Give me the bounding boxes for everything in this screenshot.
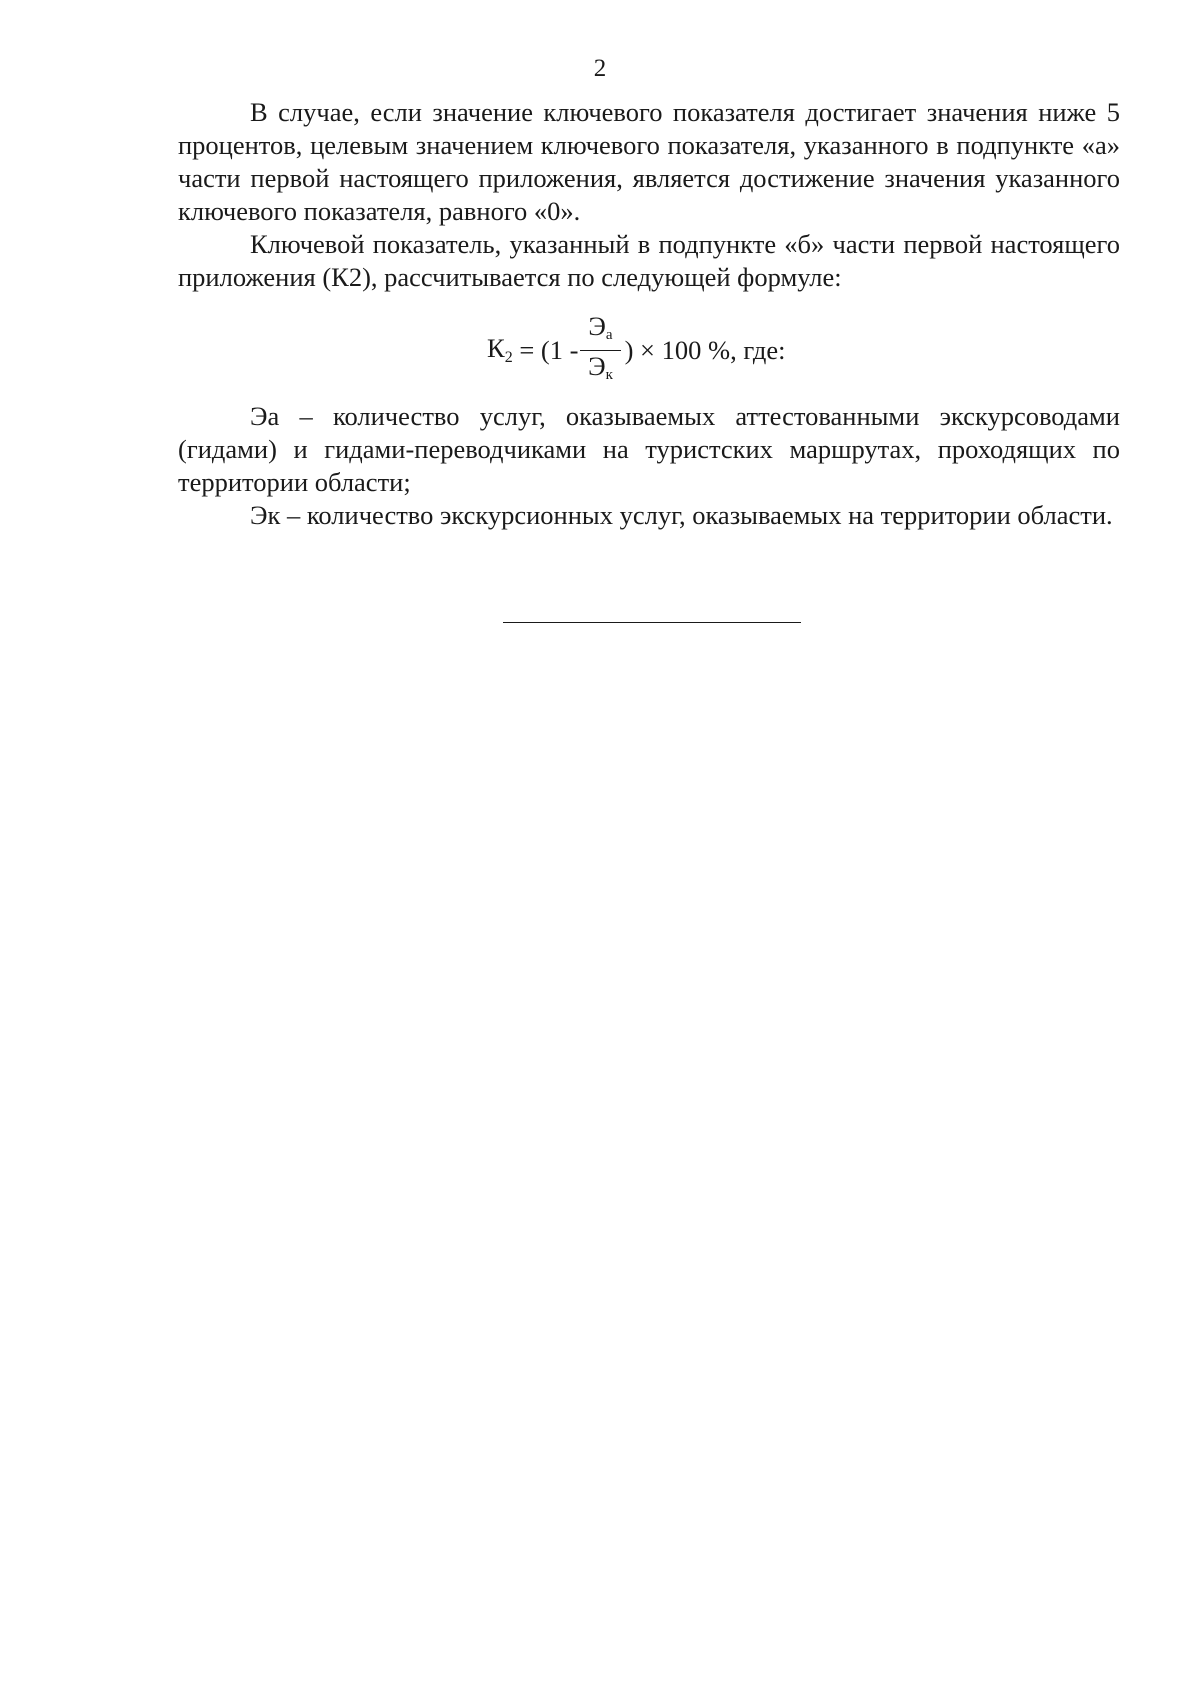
k2-formula [487,310,786,383]
formula-lhs: $К_2$ [487,333,513,366]
formula-fraction [580,312,620,389]
closing-divider [503,622,801,623]
page-number: 2 [593,55,607,82]
legend-item-ek: Эк – количество экскурсионных услуг, оказываемых на территории области. [250,500,1113,530]
document-body [178,96,1120,294]
legend-item-ea: Эа – количество услуг, оказываемых аттестованными экскурсоводами (гидами) и гидами-переводчиками на туристских маршрутах, проходящих по территории области; [178,401,1120,497]
formula-tail: ) × 100 %, где: [624,334,786,365]
paragraph-threshold: В случае, если значение ключевого показателя достигает значения ниже 5 процентов, целевым значением ключевого показателя, указанного в подпункте «а» части первой настоящего приложения, является достижение значения указанного ключевого показателя, равного «0». [178,97,1120,226]
fraction-denominator: $Э_к$ [588,350,613,383]
formula-legend [178,400,1120,532]
formula-equals-open: = (1 - [512,334,579,365]
paragraph-k2-intro: Ключевой показатель, указанный в подпункте «б» части первой настоящего приложения (К2), рассчитывается по следующей формуле: [178,229,1120,292]
formula-lhs-subscript: 2 [504,349,513,366]
fraction-numerator: $Э_а$ [580,312,620,351]
